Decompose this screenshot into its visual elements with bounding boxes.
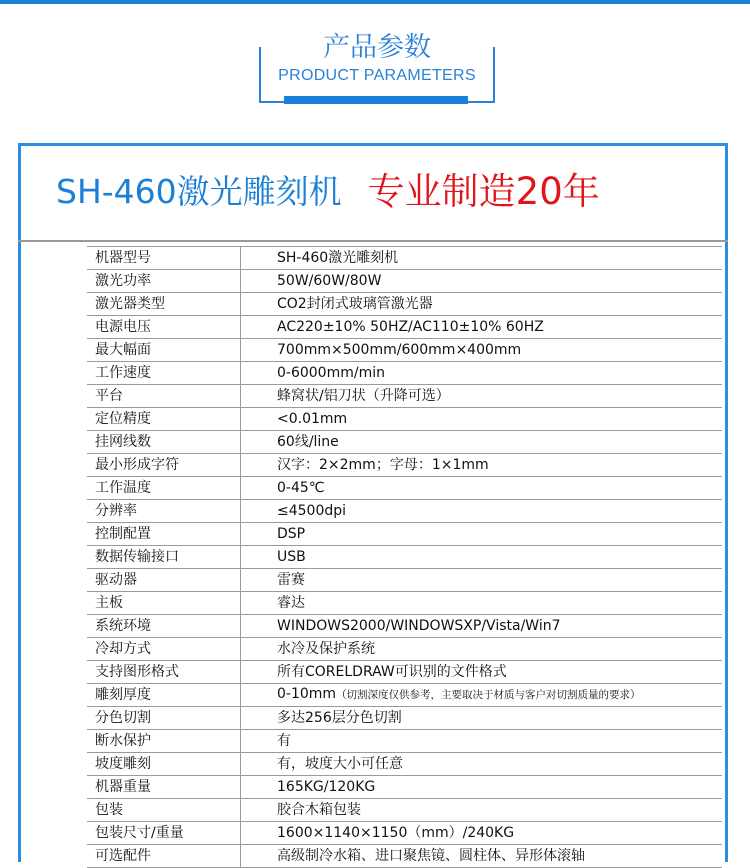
section-title-text: 产品参数 — [313, 32, 441, 63]
spec-value: 雷赛 — [277, 571, 305, 588]
spec-label: 工作温度 — [87, 477, 241, 500]
spec-value-cell — [241, 615, 723, 638]
spec-value-cell — [241, 822, 723, 845]
spec-value-cell — [241, 776, 723, 799]
spec-value: 汉字：2×2mm；字母：1×1mm — [277, 456, 489, 473]
spec-value: ≤4500dpi — [277, 502, 347, 519]
spec-value: USB — [277, 548, 306, 565]
spec-label: 断水保护 — [87, 730, 241, 753]
spec-row — [87, 569, 722, 592]
spec-row — [87, 316, 722, 339]
spec-row — [87, 661, 722, 684]
spec-value-cell — [241, 638, 723, 661]
spec-value: 高级制冷水箱、进口聚焦镜、圆柱体、异形体滚轴 — [277, 847, 585, 864]
spec-row — [87, 684, 722, 707]
spec-label: 激光功率 — [87, 270, 241, 293]
spec-label: 冷却方式 — [87, 638, 241, 661]
spec-row — [87, 776, 722, 799]
spec-label: 机器型号 — [87, 247, 241, 270]
spec-value-cell — [241, 546, 723, 569]
spec-row — [87, 845, 722, 868]
spec-value: WINDOWS2000/WINDOWSXP/Vista/Win7 — [277, 617, 561, 634]
spec-row — [87, 454, 722, 477]
spec-label: 包装尺寸/重量 — [87, 822, 241, 845]
spec-label: 定位精度 — [87, 408, 241, 431]
spec-row — [87, 707, 722, 730]
headline-divider — [18, 240, 728, 242]
spec-label: 平台 — [87, 385, 241, 408]
spec-value: <0.01mm — [277, 410, 348, 427]
section-header-underline — [284, 96, 468, 104]
spec-row — [87, 799, 722, 822]
spec-row — [87, 592, 722, 615]
spec-label: 数据传输接口 — [87, 546, 241, 569]
spec-value: 165KG/120KG — [277, 778, 376, 795]
spec-value-cell — [241, 707, 723, 730]
spec-label: 工作速度 — [87, 362, 241, 385]
spec-row — [87, 385, 722, 408]
spec-row — [87, 523, 722, 546]
spec-value: 0-10mm — [277, 686, 337, 702]
spec-label: 驱动器 — [87, 569, 241, 592]
spec-value: 0-6000mm/min — [277, 364, 385, 381]
spec-value-cell — [241, 523, 723, 546]
spec-value-cell — [241, 454, 723, 477]
spec-value-cell — [241, 661, 723, 684]
top-accent-bar — [0, 0, 750, 4]
section-subtitle: PRODUCT PARAMETERS — [278, 67, 476, 84]
spec-row — [87, 270, 722, 293]
spec-row — [87, 408, 722, 431]
spec-value-cell — [241, 385, 723, 408]
spec-label: 最大幅面 — [87, 339, 241, 362]
spec-value-cell — [241, 247, 723, 270]
spec-value: 60线/line — [277, 433, 339, 450]
section-title — [259, 30, 495, 66]
spec-row — [87, 431, 722, 454]
spec-value: 有，坡度大小可任意 — [277, 755, 403, 772]
spec-row — [87, 293, 722, 316]
spec-row — [87, 638, 722, 661]
spec-label: 雕刻厚度 — [87, 684, 241, 707]
spec-value-cell — [241, 339, 723, 362]
spec-value-cell — [241, 730, 723, 753]
spec-row — [87, 500, 722, 523]
spec-value: AC220±10% 50HZ/AC110±10% 60HZ — [277, 318, 544, 335]
spec-value: CO2封闭式玻璃管激光器 — [277, 295, 433, 312]
spec-value-cell — [241, 270, 723, 293]
spec-value: SH-460激光雕刻机 — [277, 249, 399, 266]
spec-value: 睿达 — [277, 594, 305, 611]
slogan: 专业制造20年 — [367, 170, 600, 213]
spec-value: 有 — [277, 732, 291, 749]
spec-note: （切割深度仅供参考，主要取决于材质与客户对切割质量的要求） — [336, 689, 641, 701]
spec-label: 支持图形格式 — [87, 661, 241, 684]
spec-value-cell — [241, 362, 723, 385]
spec-label: 激光器类型 — [87, 293, 241, 316]
spec-value: 50W/60W/80W — [277, 272, 382, 289]
spec-value-cell — [241, 799, 723, 822]
spec-label: 坡度雕刻 — [87, 753, 241, 776]
spec-value-cell — [241, 753, 723, 776]
spec-row — [87, 753, 722, 776]
spec-label: 分色切割 — [87, 707, 241, 730]
spec-row — [87, 477, 722, 500]
spec-value-cell — [241, 431, 723, 454]
spec-label: 最小形成字符 — [87, 454, 241, 477]
spec-row — [87, 247, 722, 270]
spec-value-cell — [241, 592, 723, 615]
spec-row — [87, 339, 722, 362]
spec-label: 包装 — [87, 799, 241, 822]
spec-label: 机器重量 — [87, 776, 241, 799]
spec-label: 系统环境 — [87, 615, 241, 638]
product-model-title: SH-460激光雕刻机 — [56, 172, 342, 211]
spec-row — [87, 546, 722, 569]
spec-value-cell — [241, 477, 723, 500]
spec-value-cell — [241, 845, 723, 868]
headline — [56, 160, 600, 226]
spec-value: 0-45℃ — [277, 479, 325, 496]
spec-value-cell — [241, 569, 723, 592]
spec-value: 700mm×500mm/600mm×400mm — [277, 341, 522, 358]
spec-value: DSP — [277, 525, 306, 542]
spec-label: 控制配置 — [87, 523, 241, 546]
spec-value-cell — [241, 684, 723, 707]
spec-row — [87, 362, 722, 385]
spec-value: 1600×1140×1150（mm）/240KG — [277, 824, 515, 841]
spec-table — [87, 246, 722, 868]
spec-label: 主板 — [87, 592, 241, 615]
spec-label: 挂网线数 — [87, 431, 241, 454]
spec-value: 胶合木箱包装 — [277, 801, 361, 818]
spec-value: 所有CORELDRAW可识别的文件格式 — [277, 663, 507, 680]
spec-value: 水冷及保护系统 — [277, 640, 375, 657]
spec-row — [87, 730, 722, 753]
spec-value: 蜂窝状/铝刀状（升降可选） — [277, 387, 450, 404]
spec-label: 可选配件 — [87, 845, 241, 868]
spec-value-cell — [241, 408, 723, 431]
spec-label: 分辨率 — [87, 500, 241, 523]
spec-value-cell — [241, 293, 723, 316]
spec-row — [87, 822, 722, 845]
spec-row — [87, 615, 722, 638]
spec-value: 多达256层分色切割 — [277, 709, 402, 726]
spec-value-cell — [241, 500, 723, 523]
spec-label: 电源电压 — [87, 316, 241, 339]
spec-value-cell — [241, 316, 723, 339]
